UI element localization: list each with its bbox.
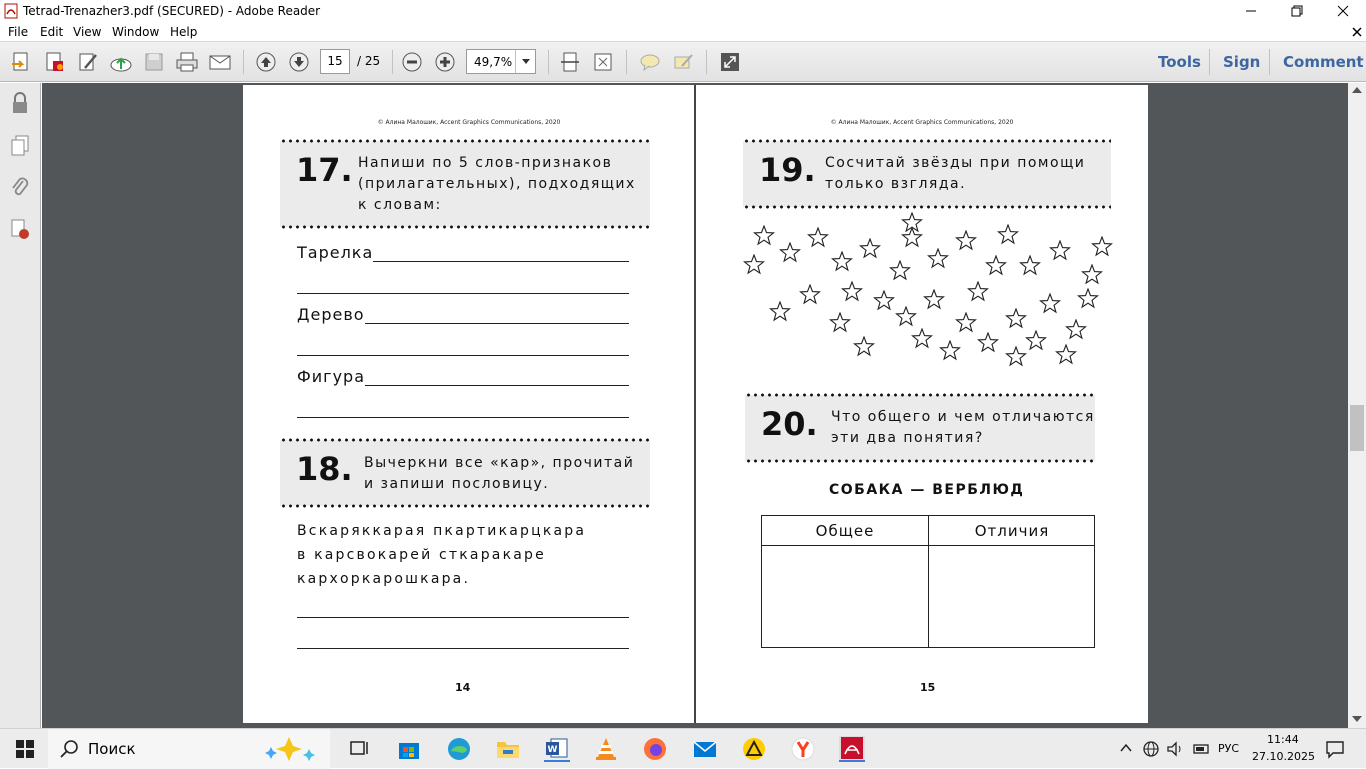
arrow-up-icon (255, 51, 277, 73)
document-viewport[interactable] (42, 83, 1348, 728)
menu-help[interactable]: Help (170, 25, 198, 39)
search-icon (60, 740, 78, 758)
file-explorer-button[interactable] (495, 736, 521, 762)
menu-edit[interactable]: Edit (40, 25, 64, 39)
svg-text:W: W (547, 745, 558, 755)
close-button[interactable] (1320, 0, 1366, 22)
pdf-page-14 (243, 85, 695, 723)
speech-bubble-icon (639, 51, 661, 73)
word-shape: Фигура (297, 367, 366, 386)
scroll-up-icon[interactable] (1352, 87, 1362, 93)
comment-button[interactable]: Comment (1283, 53, 1364, 71)
menu-bar (0, 22, 1366, 42)
create-pdf-icon (44, 51, 66, 73)
star-icon (955, 230, 977, 252)
minimize-icon (1245, 5, 1257, 17)
star-icon (927, 248, 949, 270)
star-icon (977, 332, 999, 354)
pdf-page-15 (696, 85, 1148, 723)
lock-icon (10, 92, 30, 114)
star-icon (779, 242, 801, 264)
start-button[interactable] (12, 736, 38, 762)
star-icon (997, 224, 1019, 246)
chevron-up-icon[interactable] (1120, 743, 1132, 753)
task-20-line-1: Что общего и чем отличаются (831, 409, 1095, 425)
star-icon (1091, 236, 1113, 258)
title-bar (0, 0, 1366, 22)
warning-triangle-icon (742, 737, 766, 761)
zoom-out-button[interactable] (399, 49, 425, 75)
microsoft-store-icon (397, 738, 421, 760)
star-icon (1005, 308, 1027, 330)
fit-page-icon (592, 51, 614, 73)
proverb-line-1: Вскаряккарая пкартикарцкара (297, 523, 587, 539)
previous-page-button[interactable] (253, 49, 279, 75)
mail-icon (693, 739, 717, 759)
table-header-differences: Отличия (974, 522, 1050, 540)
word-tree: Дерево (297, 305, 365, 324)
compare-table (761, 515, 1095, 648)
taskbar-search[interactable] (48, 729, 330, 769)
language-indicator[interactable]: РУС (1218, 742, 1240, 755)
expand-icon (719, 51, 741, 73)
close-icon (1337, 5, 1349, 17)
star-icon (743, 254, 765, 276)
star-icon (769, 301, 791, 323)
star-icon (1049, 240, 1071, 262)
print-icon (175, 51, 199, 73)
window-title: Tetrad-Trenazher3.pdf (SECURED) - Adobe Reader (23, 4, 321, 18)
folder-icon (496, 738, 520, 760)
task-19-box (743, 141, 1111, 207)
scrollbar-thumb[interactable] (1350, 405, 1364, 451)
windows-logo-icon (16, 740, 34, 758)
task-view-icon (349, 739, 371, 759)
star-icon (985, 255, 1007, 277)
yandex-disk-button[interactable] (741, 736, 767, 762)
star-icon (853, 336, 875, 358)
star-icon (829, 312, 851, 334)
page-number-15: 15 (920, 681, 936, 694)
vlc-cone-icon (595, 737, 617, 761)
task-17-line-1: Напиши по 5 слов-признаков (358, 155, 613, 171)
task-18-box (280, 440, 650, 506)
open-file-icon (10, 51, 32, 73)
page-total-label: / 25 (357, 54, 381, 68)
acrobat-icon (840, 736, 864, 760)
star-icon (1077, 288, 1099, 310)
search-label: Поиск (88, 740, 136, 758)
word-button[interactable] (544, 736, 570, 762)
close-document-icon[interactable] (1351, 26, 1363, 38)
task-17-number: 17. (296, 151, 353, 189)
info-button[interactable] (8, 217, 32, 241)
arrow-down-icon (288, 51, 310, 73)
star-icon (901, 212, 923, 234)
star-icon (831, 251, 853, 273)
comment-note-button[interactable] (637, 49, 663, 75)
task-17-line-3: к словам: (358, 197, 442, 213)
menu-view[interactable]: View (73, 25, 102, 39)
next-page-button[interactable] (286, 49, 312, 75)
star-icon (807, 227, 829, 249)
save-button[interactable] (141, 49, 167, 75)
attachments-button[interactable] (8, 175, 32, 199)
star-icon (939, 340, 961, 362)
minimize-button[interactable] (1228, 0, 1274, 22)
open-button[interactable] (8, 49, 34, 75)
star-icon (911, 328, 933, 350)
vlc-button[interactable] (593, 736, 619, 762)
mail-button[interactable] (692, 736, 718, 762)
page-thumbnails-button[interactable] (8, 133, 32, 157)
menu-file[interactable]: File (8, 25, 29, 39)
paperclip-icon (10, 176, 30, 198)
task-19-line-1: Сосчитай звёзды при помощи (825, 155, 1086, 171)
edit-pdf-icon (77, 51, 99, 73)
navigation-pane (0, 83, 41, 728)
star-icon (1025, 330, 1047, 352)
email-icon (208, 51, 232, 73)
tools-button[interactable]: Tools (1158, 53, 1201, 71)
highlight-button[interactable] (670, 49, 696, 75)
scroll-down-icon[interactable] (1352, 716, 1362, 722)
star-icon (967, 281, 989, 303)
zoom-select[interactable] (466, 49, 536, 74)
clock-time[interactable]: 11:44 (1267, 733, 1299, 746)
minus-icon (401, 51, 423, 73)
zoom-in-button[interactable] (432, 49, 458, 75)
fit-page-button[interactable] (557, 49, 583, 75)
edit-pdf-button[interactable] (75, 49, 101, 75)
word-pair: СОБАКА — ВЕРБЛЮД (829, 482, 1025, 498)
star-icon (923, 289, 945, 311)
task-20-line-2: эти два понятия? (831, 430, 984, 446)
star-icon (895, 306, 917, 328)
adobe-reader-icon (4, 3, 18, 19)
star-icon (1019, 255, 1041, 277)
proverb-line-2: в карсвокарей сткаракаре (297, 547, 546, 563)
star-icon (1005, 346, 1027, 368)
windows-taskbar (0, 728, 1366, 768)
plus-icon (434, 51, 456, 73)
word-plate: Тарелка (297, 243, 374, 262)
cloud-button[interactable] (108, 49, 134, 75)
yandex-browser-button[interactable] (790, 736, 816, 762)
star-icon (1055, 344, 1077, 366)
zoom-dropdown-arrow[interactable] (515, 50, 535, 73)
task-19-line-2: только взгляда. (825, 176, 967, 192)
task-20-number: 20. (761, 405, 818, 443)
star-icon (859, 238, 881, 260)
word-icon (545, 737, 569, 759)
document-info-icon (10, 218, 30, 240)
battery-icon[interactable] (1190, 740, 1210, 758)
star-icon (1081, 264, 1103, 286)
star-icon (889, 260, 911, 282)
copyright-text: © Алина Малошик, Accent Graphics Communications, 2020 (830, 119, 1014, 126)
menu-window[interactable]: Window (112, 25, 160, 39)
task-18-line-2: и запиши пословицу. (364, 476, 550, 492)
adobe-reader-taskbar-button[interactable] (839, 736, 865, 762)
star-icon (1039, 293, 1061, 315)
speaker-icon[interactable] (1166, 740, 1184, 758)
task-18-number: 18. (296, 450, 353, 488)
firefox-icon (643, 737, 667, 761)
edge-button[interactable] (446, 736, 472, 762)
task-view-button[interactable] (347, 736, 373, 762)
create-pdf-button[interactable] (42, 49, 68, 75)
star-icon (873, 290, 895, 312)
task-17-line-2: (прилагательных), подходящих (358, 176, 636, 192)
page-number-input[interactable]: 15 (320, 49, 350, 74)
email-button[interactable] (207, 49, 233, 75)
yandex-icon (791, 737, 815, 761)
star-icon (955, 312, 977, 334)
task-17-box (280, 141, 650, 227)
vertical-scrollbar[interactable] (1348, 83, 1366, 728)
table-header-common: Общее (815, 522, 875, 540)
star-icon (841, 281, 863, 303)
edge-browser-icon (447, 737, 471, 761)
network-globe-icon[interactable] (1142, 740, 1160, 758)
chevron-down-icon (522, 59, 530, 64)
task-18-line-1: Вычеркни все «кар», прочитай (364, 455, 635, 471)
copyright-text: © Алина Малошик, Accent Graphics Communications, 2020 (377, 119, 561, 126)
proverb-line-3: кархоркарошкара. (297, 571, 471, 587)
print-button[interactable] (174, 49, 200, 75)
sign-button[interactable]: Sign (1223, 53, 1261, 71)
task-19-number: 19. (759, 151, 816, 189)
fit-window-button[interactable] (590, 49, 616, 75)
pages-icon (10, 134, 30, 156)
cloud-upload-icon (109, 51, 133, 73)
restore-icon (1291, 5, 1303, 17)
save-icon (143, 51, 165, 73)
fit-width-icon (559, 51, 581, 73)
page-number-14: 14 (455, 681, 471, 694)
notifications-icon[interactable] (1325, 739, 1345, 759)
star-icon (753, 225, 775, 247)
maximize-button[interactable] (1274, 0, 1320, 22)
zoom-value: 49,7% (474, 55, 513, 69)
highlighter-icon (672, 51, 694, 73)
security-settings-button[interactable] (8, 91, 32, 115)
task-20-box (745, 395, 1095, 461)
copilot-sparkle-icon (263, 735, 319, 763)
full-screen-button[interactable] (717, 49, 743, 75)
clock-date[interactable]: 27.10.2025 (1252, 750, 1315, 763)
star-icon (799, 284, 821, 306)
star-icon (1065, 319, 1087, 341)
store-button[interactable] (396, 736, 422, 762)
firefox-button[interactable] (642, 736, 668, 762)
